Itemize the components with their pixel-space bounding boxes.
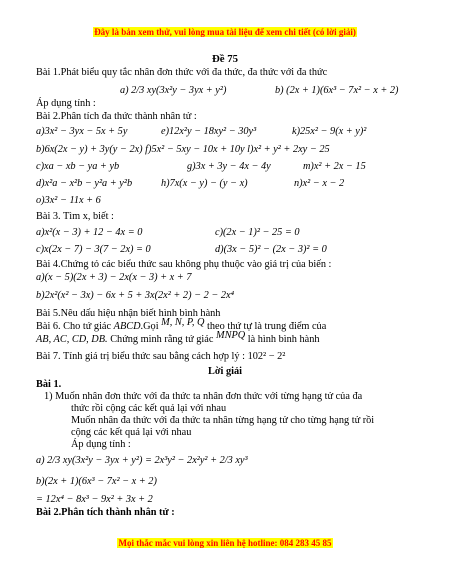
sol-p2: thức rồi cộng các kết quả lại với nhau [71, 403, 227, 414]
bai3-c: c)(2x − 1)² − 25 = 0 [215, 227, 300, 238]
hotline-notice: Mọi thắc mắc vui lòng xin liên hệ hotline: 084 283 45 85 [118, 538, 332, 548]
bai6-p1: Bài 6. Cho tứ giác [36, 321, 112, 332]
bai4-text: Bài 4.Chứng tỏ các biểu thức sau không phụ thuộc vào giá trị của biến : [36, 259, 332, 270]
bai6-line1 [36, 317, 327, 333]
preview-notice: Đây là bản xem thử, vui lòng mua tài liệu để xem chi tiết (có lời giải) [94, 27, 356, 37]
sol-p5: Áp dụng tính : [71, 439, 131, 450]
bai6-p4: là hình bình hành [247, 334, 320, 345]
bai1-apply: Áp dụng tính : [36, 98, 96, 109]
sol-b2: = 12x⁴ − 8x³ − 9x² + 3x + 2 [36, 494, 153, 505]
solution-heading: Lời giải [207, 366, 243, 377]
bai1-b: b) (2x + 1)(6x³ − 7x² − x + 2) [275, 85, 399, 96]
bai7-text: Bài 7. Tính giá trị biểu thức sau bằng cách hợp lý : [36, 351, 246, 362]
sol-p4: cộng các kết quả lại với nhau [71, 427, 192, 438]
sol-bai1: Bài 1. [36, 379, 62, 390]
bai2-g: g)3x + 3y − 4x − 4y [187, 161, 271, 172]
bai1-text: Bài 1.Phát biểu quy tắc nhân đơn thức với đa thức, đa thức với đa thức [36, 67, 328, 78]
bai6-goi: .Gọi [140, 321, 159, 332]
sol-bai2: Bài 2.Phân tích thành nhân tử : [36, 507, 175, 518]
bai2-k: k)25x² − 9(x + y)² [292, 126, 367, 137]
bai6-line2 [36, 330, 320, 346]
bai6-p3: Chứng minh rằng tứ giác [110, 334, 214, 345]
bai2-c: c)xa − xb − ya + yb [36, 161, 120, 172]
exam-title: Đề 75 [211, 53, 239, 65]
sol-p3: Muốn nhân đa thức với đa thức ta nhân từng hạng tử cho từng hạng tử rồi [71, 415, 375, 426]
sol-a: a) 2/3 xy(3x²y − 3yx + y²) = 2x³y² − 2x²y² + 2/3 xy³ [36, 455, 248, 466]
bai2-text: Bài 2.Phân tích đa thức thành nhân tử : [36, 111, 197, 122]
bai2-a: a)3x² − 3yx − 5x + 5y [36, 126, 128, 137]
bai3-c2: c)x(2x − 7) − 3(7 − 2x) = 0 [36, 244, 151, 255]
sol-p1: 1) Muốn nhân đơn thức với đa thức ta nhân đơn thức với từng hạng tử của đa [44, 391, 363, 402]
bai2-m: m)x² + 2x − 15 [303, 161, 366, 172]
footer-banner [0, 537, 450, 550]
bai4-a: a)(x − 5)(2x + 3) − 2x(x − 3) + x + 7 [36, 272, 192, 283]
bai7-line [36, 351, 285, 363]
bai2-n: n)x² − x − 2 [294, 178, 345, 189]
bai6-p2: theo thứ tự là trung điểm của [207, 321, 327, 332]
bai6-abcd: ABCD [113, 321, 141, 332]
bai5-text: Bài 5.Nêu dấu hiệu nhận biết hình bình hành [36, 308, 221, 319]
bai2-e: e)12x²y − 18xy² − 30y³ [161, 126, 257, 137]
bai7-expr: 102² − 2² [247, 351, 286, 362]
bai2-row2: b)6x(2x − y) + 3y(y − 2x) f)5x² − 5xy − 10x + 10y l)x² + y² + 2xy − 25 [36, 144, 330, 155]
sol-b: b)(2x + 1)(6x³ − 7x² − x + 2) [36, 476, 157, 487]
bai2-d: d)x²a − x²b − y²a + y²b [36, 178, 133, 189]
bai6-sides: AB, AC, CD, DB. [36, 334, 108, 345]
bai6-mnpq2: MNPQ [216, 330, 246, 341]
header-banner [0, 26, 450, 39]
bai1-a: a) 2/3 xy(3x²y − 3yx + y²) [120, 85, 227, 96]
bai2-h: h)7x(x − y) − (y − x) [161, 178, 248, 189]
bai2-o: o)3x² − 11x + 6 [36, 195, 101, 206]
bai3-text: Bài 3. Tìm x, biết : [36, 211, 114, 222]
bai3-d: d)(3x − 5)² − (2x − 3)² = 0 [215, 244, 327, 255]
bai6-mnpq: M, N, P, Q [161, 317, 205, 328]
bai4-b: b)2x²(x² − 3x) − 6x + 5 + 3x(2x² + 2) − 2 − 2x⁴ [36, 290, 235, 301]
bai3-a: a)x²(x − 3) + 12 − 4x = 0 [36, 227, 143, 238]
